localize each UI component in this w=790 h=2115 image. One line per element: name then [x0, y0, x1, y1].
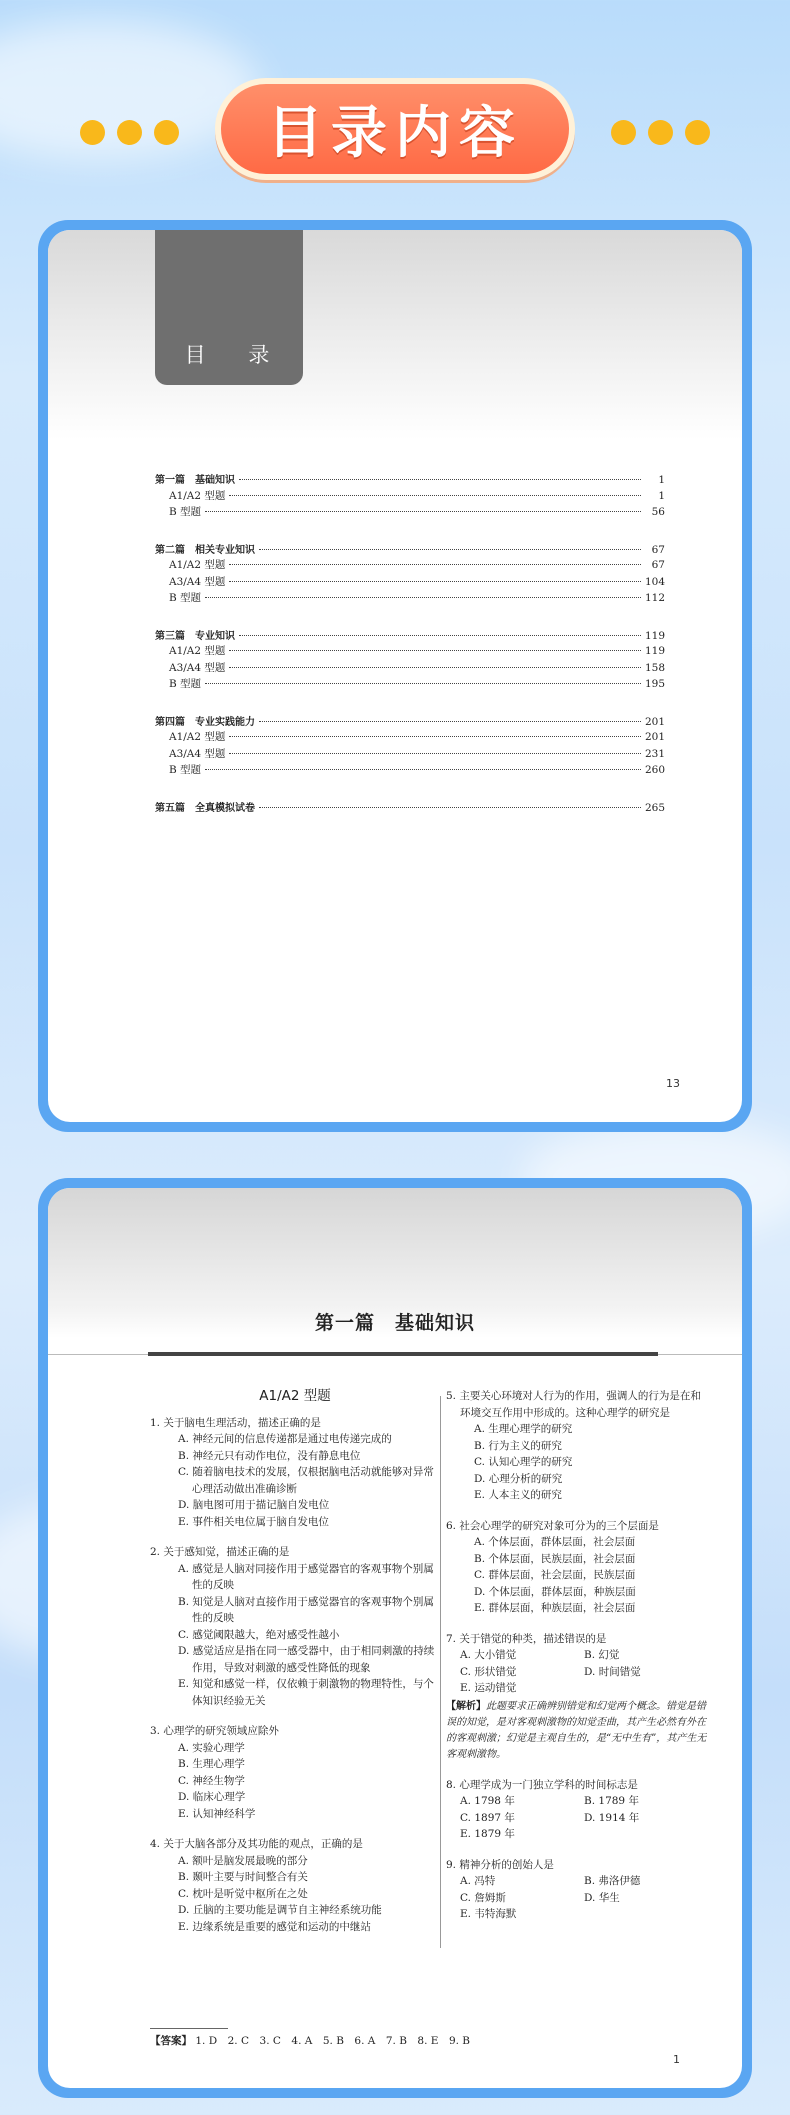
option: A. 生理心理学的研究 — [474, 1423, 573, 1435]
option: A. 冯特 — [460, 1875, 496, 1887]
question — [150, 1415, 440, 1531]
toc-page-number: 231 — [644, 747, 665, 760]
dot-leader — [205, 683, 641, 684]
question-stem: 2. 关于感知觉，描述正确的是 — [150, 1546, 290, 1558]
toc-tab — [155, 230, 303, 385]
toc-page-number: 1 — [658, 489, 665, 502]
dot-leader — [205, 511, 641, 512]
toc-page-number: 265 — [644, 801, 665, 814]
toc-sub-entry[interactable] — [155, 746, 665, 763]
dot-leader — [239, 479, 641, 480]
toc-sub-entry[interactable] — [155, 574, 665, 591]
option: E. 知觉和感觉一样，仅依赖于刺激物的物理特性，与个体知识经验无关 — [178, 1678, 434, 1707]
option: E. 事件相关电位属于脑自发电位 — [178, 1515, 329, 1528]
answer-key — [150, 2033, 470, 2048]
toc-label: A3/A4 型题 — [169, 575, 226, 588]
toc-label: B 型题 — [169, 764, 202, 776]
banner-title: 目录内容 — [267, 101, 523, 166]
toc-label: 第五篇 全真模拟试卷 — [155, 802, 255, 814]
analysis-tag: 【解析】 — [446, 1700, 486, 1712]
toc-page-number: 195 — [644, 678, 665, 690]
question — [446, 1388, 708, 1504]
toc-label: B 型题 — [169, 506, 202, 518]
option: E. 群体层面，种族层面，社会层面 — [474, 1602, 636, 1614]
option-grid — [446, 1793, 708, 1843]
option: D. 华生 — [584, 1891, 620, 1904]
toc-label: A3/A4 型题 — [169, 747, 226, 760]
toc-page-number: 1 — [658, 474, 665, 486]
option: E. 1879 年 — [460, 1828, 515, 1840]
chapter-panel — [38, 1178, 752, 2098]
question-stem: 1. 关于脑电生理活动，描述正确的是 — [150, 1416, 321, 1429]
toc-panel — [38, 220, 752, 1132]
toc-sub-entry[interactable] — [155, 488, 665, 505]
question-stem: 9. 精神分析的创始人是 — [446, 1858, 554, 1871]
question — [446, 1518, 708, 1617]
question-stem: 3. 心理学的研究领域应除外 — [150, 1725, 279, 1737]
option: D. 临床心理学 — [178, 1791, 246, 1803]
option: E. 运动错觉 — [460, 1682, 517, 1694]
dot-leader — [259, 721, 641, 722]
toc-sub-entry[interactable] — [155, 762, 665, 779]
header-banner — [0, 78, 790, 188]
dot-decoration — [117, 120, 142, 145]
toc-part-entry[interactable] — [155, 713, 665, 730]
toc-label: B 型题 — [169, 592, 202, 604]
page-header-gradient — [48, 230, 742, 440]
dot-decoration — [154, 120, 179, 145]
option: B. 行为主义的研究 — [474, 1439, 562, 1452]
toc-sub-entry[interactable] — [155, 557, 665, 574]
toc-part — [155, 713, 665, 779]
toc-page-number: 119 — [644, 629, 665, 642]
question-stem: 4. 关于大脑各部分及其功能的观点，正确的是 — [150, 1838, 363, 1850]
toc-label: 第一篇 基础知识 — [155, 475, 235, 486]
dot-leader — [229, 581, 641, 582]
option: A. 个体层面，群体层面，社会层面 — [474, 1536, 636, 1548]
toc-page-number: 260 — [644, 764, 665, 776]
toc-part — [155, 627, 665, 693]
option: B. 弗洛伊德 — [584, 1875, 641, 1887]
answer-text: 1. D 2. C 3. C 4. A 5. B 6. A 7. B 8. E 9. B — [195, 2035, 471, 2047]
option: D. 脑电图可用于描记脑自发电位 — [178, 1499, 330, 1511]
dot-leader — [229, 667, 641, 668]
toc-part — [155, 799, 665, 816]
toc-label: A3/A4 型题 — [169, 661, 226, 674]
dot-leader — [229, 564, 641, 565]
dot-leader — [239, 635, 641, 636]
toc-part-entry[interactable] — [155, 471, 665, 488]
option: A. 1798 年 — [460, 1795, 515, 1807]
option: B. 知觉是人脑对直接作用于感觉器官的客观事物个别属性的反映 — [178, 1595, 434, 1624]
option: D. 丘脑的主要功能是调节自主神经系统功能 — [178, 1904, 382, 1916]
option: D. 心理分析的研究 — [474, 1472, 563, 1485]
option: D. 感觉适应是指在同一感受器中，由于相同刺激的持续作用，导致对刺激的感受性降低的现象 — [178, 1645, 435, 1674]
toc-page-number: 119 — [644, 645, 665, 657]
toc-page — [48, 230, 742, 1122]
option: D. 1914 年 — [584, 1811, 640, 1824]
toc-label: 第三篇 专业知识 — [155, 630, 235, 642]
option: A. 大小错觉 — [460, 1649, 517, 1661]
toc-sub-entry[interactable] — [155, 590, 665, 607]
analysis-text: 此题要求正确辨别错觉和幻觉两个概念。错觉是错误的知觉，是对客观刺激物的知觉歪曲，其产生必然有外在的客观刺激；幻觉是主观自生的，是“无中生有”，其产生无客观刺激物。 — [446, 1700, 707, 1760]
option: C. 群体层面，社会层面，民族层面 — [474, 1569, 636, 1581]
toc-label: B 型题 — [169, 678, 202, 690]
option-grid — [446, 1873, 708, 1923]
dot-leader — [229, 753, 641, 754]
answer-tag: 【答案】 — [150, 2035, 192, 2047]
option: C. 感觉阈限越大，绝对感受性越小 — [178, 1628, 340, 1641]
toc-sub-entry[interactable] — [155, 504, 665, 521]
dot-decoration — [80, 120, 105, 145]
dot-leader — [205, 597, 641, 598]
option: A. 感觉是人脑对同接作用于感觉器官的客观事物个别属性的反映 — [178, 1562, 434, 1591]
banner-pill — [215, 78, 575, 180]
column-divider — [440, 1396, 441, 1948]
dot-decoration — [685, 120, 710, 145]
question-stem: 5. 主要关心环境对人行为的作用，强调人的行为是在和环境交互作用中形成的。这种心理学的研究是 — [446, 1390, 701, 1419]
dot-leader — [229, 736, 641, 737]
toc-label: A1/A2 型题 — [169, 645, 226, 657]
option: A. 神经元间的信息传递都是通过电传递完成的 — [178, 1433, 392, 1445]
option: C. 形状错觉 — [460, 1665, 517, 1678]
left-column — [150, 1388, 440, 1949]
toc-page-number: 67 — [651, 559, 665, 571]
toc-page-number: 112 — [644, 592, 665, 604]
question — [446, 1857, 708, 1923]
toc-page-number: 158 — [644, 661, 665, 674]
toc-sub-entry[interactable] — [155, 676, 665, 693]
divider — [148, 1352, 658, 1356]
option: C. 詹姆斯 — [460, 1891, 506, 1904]
toc-label: 第二篇 相关专业知识 — [155, 544, 255, 556]
toc-sub-entry[interactable] — [155, 660, 665, 677]
dot-decoration — [648, 120, 673, 145]
chapter-title: 第一篇 基础知识 — [314, 1312, 475, 1334]
option: C. 1897 年 — [460, 1811, 515, 1824]
page-number: 13 — [666, 1077, 680, 1090]
toc-label: A1/A2 型题 — [169, 731, 226, 743]
option: E. 认知神经科学 — [178, 1807, 256, 1820]
analysis — [446, 1699, 708, 1763]
toc-label: 第四篇 专业实践能力 — [155, 716, 255, 728]
option: A. 额叶是脑发展最晚的部分 — [178, 1854, 308, 1867]
chapter-page — [48, 1188, 742, 2088]
question — [150, 1544, 440, 1709]
dot-leader — [229, 650, 641, 651]
option: D. 时间错觉 — [584, 1665, 641, 1678]
question-stem: 7. 关于错觉的种类，描述错误的是 — [446, 1632, 607, 1645]
option: E. 边缘系统是重要的感觉和运动的中继站 — [178, 1920, 371, 1933]
option: B. 幻觉 — [584, 1649, 620, 1661]
toc-part — [155, 471, 665, 521]
toc-page-number: 67 — [651, 543, 665, 556]
option: C. 随着脑电技术的发展，仅根据脑电活动就能够对异常心理活动做出准确诊断 — [178, 1466, 434, 1495]
question — [150, 1723, 440, 1822]
page-number: 1 — [673, 2053, 680, 2066]
toc-part-entry[interactable] — [155, 799, 665, 816]
toc-label: A1/A2 型题 — [169, 559, 226, 571]
option-grid — [446, 1647, 708, 1697]
dot-leader — [259, 807, 641, 808]
toc-part — [155, 541, 665, 607]
toc-part-entry[interactable] — [155, 541, 665, 558]
toc-page-number: 201 — [644, 715, 665, 728]
option: B. 神经元只有动作电位，没有静息电位 — [178, 1449, 361, 1462]
toc-page-number: 56 — [651, 506, 665, 518]
divider — [150, 2028, 228, 2029]
dot-leader — [229, 495, 641, 496]
option: B. 个体层面，民族层面，社会层面 — [474, 1552, 636, 1565]
dot-decoration — [611, 120, 636, 145]
table-of-contents — [155, 471, 665, 835]
question-stem: 8. 心理学成为一门独立学科的时间标志是 — [446, 1778, 638, 1791]
question — [150, 1836, 440, 1935]
toc-page-number: 201 — [644, 731, 665, 743]
option: C. 枕叶是听觉中枢所在之处 — [178, 1887, 308, 1900]
question-stem: 6. 社会心理学的研究对象可分为的三个层面是 — [446, 1519, 659, 1532]
dot-leader — [205, 769, 641, 770]
option: B. 颞叶主要与时间整合有关 — [178, 1871, 308, 1883]
option: E. 韦特海默 — [460, 1908, 517, 1920]
toc-sub-entry[interactable] — [155, 643, 665, 660]
option: C. 认知心理学的研究 — [474, 1456, 573, 1468]
dot-leader — [259, 549, 641, 550]
toc-page-number: 104 — [644, 575, 665, 588]
question — [446, 1777, 708, 1843]
toc-part-entry[interactable] — [155, 627, 665, 644]
option: C. 神经生物学 — [178, 1774, 245, 1787]
option: A. 实验心理学 — [178, 1741, 245, 1754]
toc-label: A1/A2 型题 — [169, 489, 226, 502]
option: B. 1789 年 — [584, 1795, 639, 1807]
question — [446, 1631, 708, 1763]
toc-heading: 目 录 — [184, 343, 288, 367]
toc-sub-entry[interactable] — [155, 729, 665, 746]
section-title: A1/A2 型题 — [259, 1388, 331, 1404]
option: D. 个体层面，群体层面，种族层面 — [474, 1585, 636, 1598]
option: E. 人本主义的研究 — [474, 1489, 562, 1501]
right-column — [446, 1388, 708, 1937]
option: B. 生理心理学 — [178, 1758, 245, 1770]
